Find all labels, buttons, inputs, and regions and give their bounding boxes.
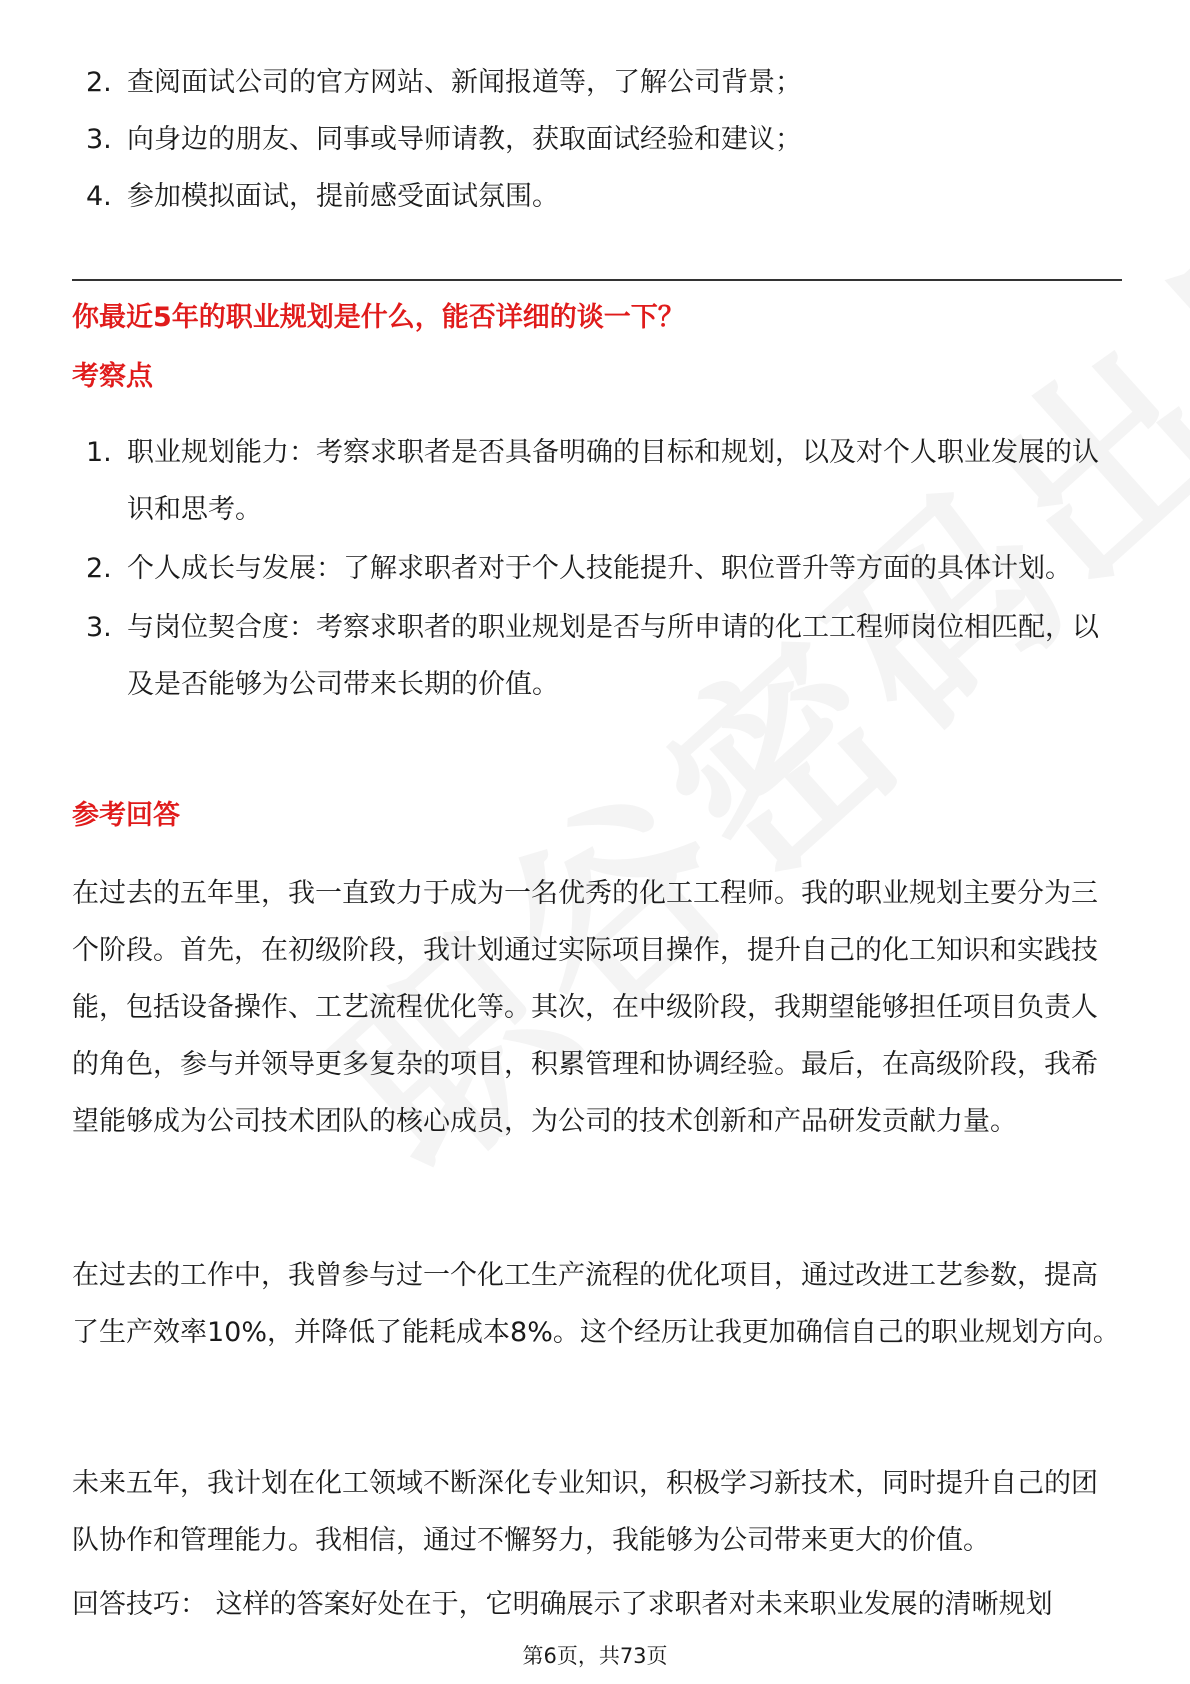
answer-paragraph: 未来五年，我计划在化工领域不断深化专业知识，积极学习新技术，同时提升自己的团队协作和管理能力。我相信，通过不懈努力，我能够为公司带来更大的价值。: [72, 1468, 1098, 1556]
list-number: 1.: [86, 437, 112, 468]
list-item: [72, 540, 1122, 597]
list-text: 职业规划能力：考察求职者是否具备明确的目标和规划，以及对个人职业发展的认识和思考。: [127, 437, 1099, 525]
list-text: 查阅面试公司的官方网站、新闻报道等，了解公司背景；: [127, 67, 802, 98]
list-item: [72, 599, 1122, 713]
assessment-points-list: [72, 424, 1122, 715]
list-item: [72, 168, 1122, 225]
reference-answer-label: 参考回答: [72, 800, 180, 831]
page-number: 第6页，共73页: [522, 1644, 668, 1668]
list-number: 3.: [86, 124, 112, 155]
assessment-points-label: 考察点: [72, 361, 153, 392]
section-divider: [72, 279, 1122, 281]
list-text: 参加模拟面试，提前感受面试氛围。: [127, 181, 559, 212]
list-text: 个人成长与发展：了解求职者对于个人技能提升、职位晋升等方面的具体计划。: [127, 553, 1072, 584]
answer-tips-paragraph: 回答技巧： 这样的答案好处在于，它明确展示了求职者对未来职业发展的清晰规划: [72, 1589, 1053, 1620]
list-text: 向身边的朋友、同事或导师请教，获取面试经验和建议；: [127, 124, 802, 155]
list-number: 4.: [86, 181, 112, 212]
list-number: 2.: [86, 67, 112, 98]
list-text: 与岗位契合度：考察求职者的职业规划是否与所申请的化工工程师岗位相匹配，以及是否能够为公司带来长期的价值。: [127, 612, 1099, 700]
prep-steps-list: [72, 54, 1122, 225]
answer-paragraph: 在过去的工作中，我曾参与过一个化工生产流程的优化项目，通过改进工艺参数，提高了生产效率10%，并降低了能耗成本8%。这个经历让我更加确信自己的职业规划方向。: [72, 1260, 1120, 1348]
answer-paragraph: 在过去的五年里，我一直致力于成为一名优秀的化工工程师。我的职业规划主要分为三个阶段。首先，在初级阶段，我计划通过实际项目操作，提升自己的化工知识和实践技能，包括设备操作、工艺流程优化等。其次，在中级阶段，我期望能够担任项目负责人的角色，参与并领导更多复杂的项目，积累管理和协调经验。最后，在高级阶段，我希望能够成为公司技术团队的核心成员，为公司的技术创新和产品研发贡献力量。: [72, 878, 1098, 1137]
question-heading: 你最近5年的职业规划是什么，能否详细的谈一下？: [72, 302, 685, 333]
list-item: [72, 111, 1122, 168]
list-item: [72, 424, 1122, 538]
list-number: 3.: [86, 612, 112, 643]
list-number: 2.: [86, 553, 112, 584]
list-item: [72, 54, 1122, 111]
